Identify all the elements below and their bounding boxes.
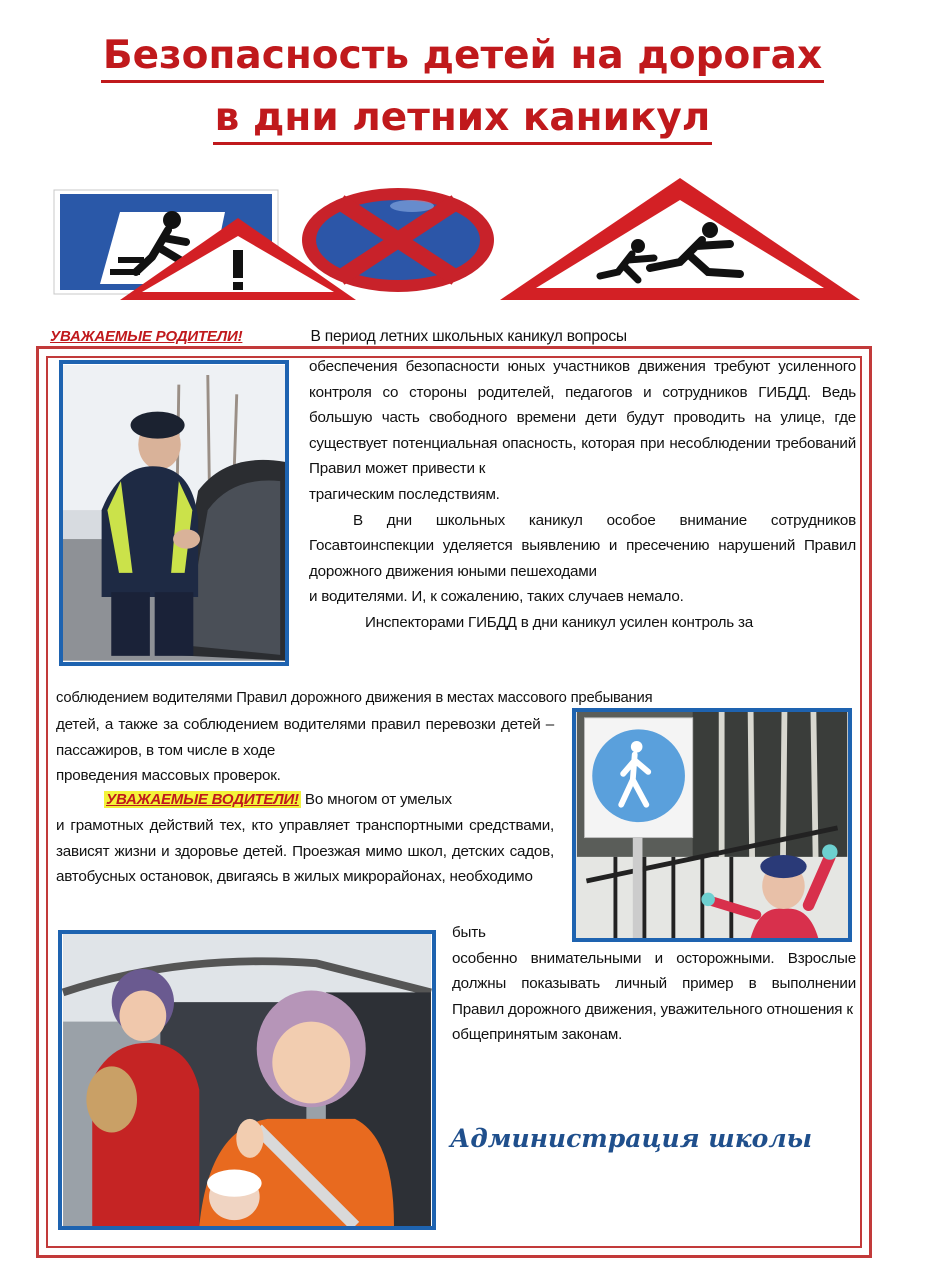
photo-pedestrian-sign bbox=[572, 708, 852, 942]
title-line-1: Безопасность детей на дорогах bbox=[101, 32, 824, 83]
parents-p3-first: Инспекторами ГИБДД в дни каникул усилен контроль за bbox=[365, 613, 754, 631]
parents-p3-body: детей, а также за соблюдением водителями правил перевозки детей – пассажиров, в том числе в ходе bbox=[56, 716, 554, 759]
parents-p1-last: трагическим последствиям. bbox=[309, 485, 500, 503]
parents-heading-row bbox=[50, 324, 865, 350]
road-signs-banner bbox=[40, 172, 870, 312]
drivers-cont: особенно внимательными и осторожными. Взрослые должны показывать личный пример в выполнении Правил дорожного движения, уважительного отношения к bbox=[452, 949, 856, 1018]
drivers-first-line: Во многом от умелых bbox=[304, 791, 452, 808]
signature: Администрация школы bbox=[450, 1124, 813, 1153]
no-stopping-sign-icon bbox=[302, 188, 494, 292]
page-title bbox=[0, 28, 925, 146]
photo-children-car bbox=[58, 930, 436, 1230]
parents-p2-last: и водителями. И, к сожалению, таких случаев немало. bbox=[309, 588, 684, 606]
parents-p1-body: обеспечения безопасности юных участников движения требуют усиленного контроля со стороны родителей, педагогов и сотрудников ГИБДД. Ведь большую часть свободного времени дети будут проводить на улице, где существует потенциальная опасность, которая при несоблюдении требований Правил может привести к bbox=[309, 358, 856, 478]
drivers-heading: УВАЖАЕМЫЕ ВОДИТЕЛИ! bbox=[106, 791, 299, 808]
parents-first-line: В период летних школьных каникул вопросы bbox=[310, 328, 627, 345]
parents-heading: УВАЖАЕМЫЕ РОДИТЕЛИ! bbox=[50, 328, 243, 345]
parents-paragraph-1 bbox=[309, 354, 856, 636]
title-line-2: в дни летних каникул bbox=[213, 94, 713, 145]
drivers-continuation bbox=[452, 920, 856, 1048]
parents-p3-wide: соблюдением водителями Правил дорожного движения в местах массового пребывания bbox=[56, 690, 653, 706]
drivers-cont-last: общепринятым законам. bbox=[452, 1026, 623, 1044]
drivers-heading-row bbox=[56, 787, 554, 813]
parents-paragraph-3 bbox=[56, 712, 554, 789]
drivers-body: и грамотных действий тех, кто управляет транспортными средствами, зависят жизни и здоровье детей. Проезжая мимо школ, детских садов, автобусных остановок, двигаясь в жилых микрорайонах, необходимо bbox=[56, 817, 554, 886]
drivers-be: быть bbox=[452, 924, 486, 941]
parents-p3-last: проведения массовых проверок. bbox=[56, 767, 281, 785]
children-sign-icon bbox=[500, 178, 860, 300]
parents-p2: В дни школьных каникул особое внимание сотрудников Госавтоинспекции уделяется выявлению и пресечению нарушений Правил дорожного движения юными пешеходами bbox=[309, 511, 856, 580]
photo-police-officer bbox=[59, 360, 289, 666]
